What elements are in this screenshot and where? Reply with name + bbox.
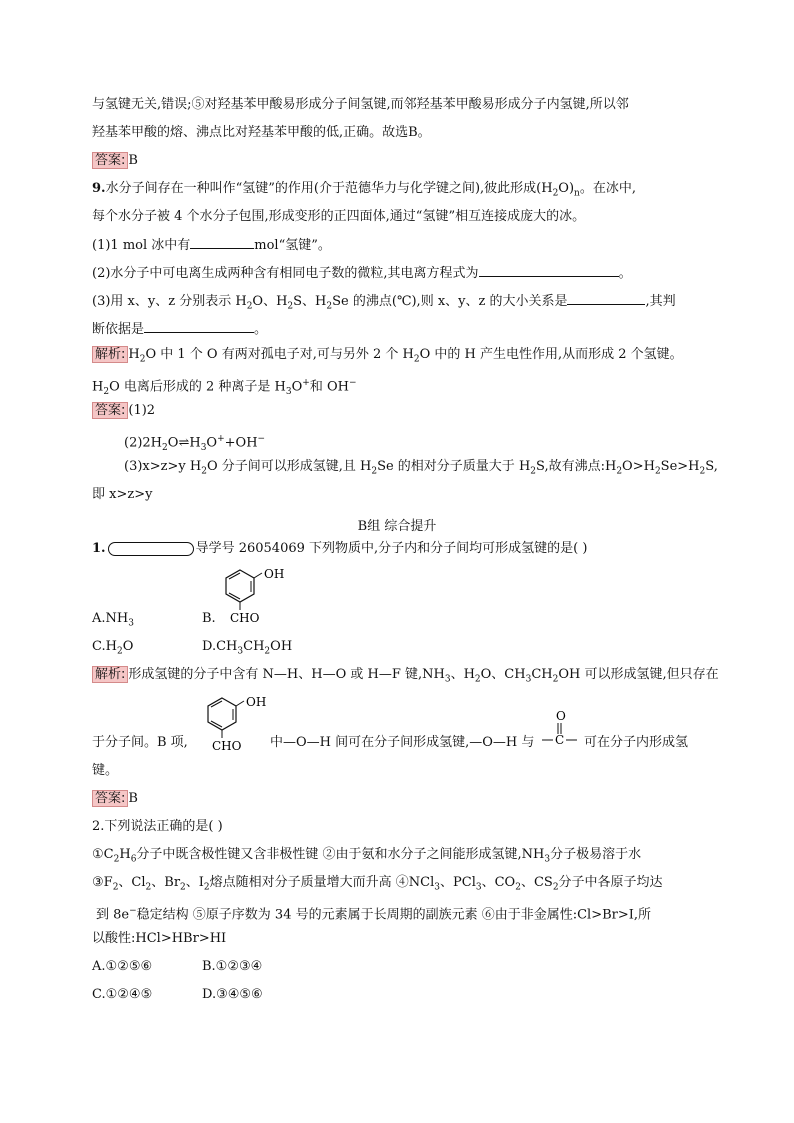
statement-line: $③F_2$、$Cl_2$、$Br_2$、$I_2$熔点随相对分子质量增大而升高 ④NCl$_3$、PCl$_3$、$CO_2$、$CS_2$分子中各原子均达 [92, 875, 663, 893]
options-b2-row1: A.①②⑤⑥ B.①②③④ [92, 959, 263, 974]
question-9-1: (1)1 mol 冰中有 mol“氢键”。 [92, 238, 331, 253]
svg-text:O: O [556, 709, 566, 723]
svg-text:C: C [555, 733, 565, 747]
analysis-tag: 解析: [92, 346, 128, 363]
analysis-9: 解析: $H_2O$ 中 1 个 O 有两对孤电子对,可与另外 2 个 $H_2O$ 中的 H 产生电性作用,从而形成 2 个氢键。 [92, 346, 683, 369]
answer-9-3: (3)x>z>y $H_2O$ 分子间可以形成氢键,且 $H_2Se$ 的相对分子质量大于 $H_2S$,故有沸点$:H_2O>H_2Se>H_2S$, [124, 459, 718, 477]
answer-line: 答案: B [92, 152, 138, 170]
statement-line: 以酸性:HCl>HBr>HI [92, 931, 227, 946]
answer-tag: 答案: [92, 402, 128, 419]
options-b2-row2: C.①②④⑤ D.③④⑤⑥ [92, 987, 263, 1002]
text-line: 即 x>z>y [92, 487, 153, 502]
question-9-3: (3)用 x、y、z 分别表示 $H_2O$、$H_2S$、$H_2Se$ 的沸点(℃),则 x、y、z 的大小关系是 ,其判 [92, 294, 676, 312]
text-line: 键。 [92, 763, 119, 778]
question-b1: 1. 导学号 26054069 下列物质中,分子内和分子间均可形成氢键的是( ) [92, 541, 588, 556]
answer-9-2: $(2)2H_2O\rightleftharpoons H_3O^++OH^-$ [124, 434, 266, 453]
analysis-b1-line2: 于分子间。B 项, 中—O—H 间可在分子间形成氢键,—O—H 与 可在分子内形成氢 [92, 735, 689, 750]
answer-tag: 答案: [92, 152, 128, 169]
svg-text:CHO: CHO [212, 739, 242, 752]
analysis-9-line2: $H_2O$ 电离后形成的 2 种离子是 $H_3O^+$和 OH− [92, 378, 357, 397]
benzaldehyde-structure [210, 562, 310, 624]
text-line: 断依据是 。 [92, 322, 268, 337]
benzaldehyde-structure-2 [200, 690, 280, 752]
answer-b1: 答案: B [92, 790, 138, 808]
options-b1-row2: $C.H_2O$ $D.CH_3CH_2OH$ [92, 639, 293, 657]
svg-text:OH: OH [246, 695, 267, 709]
section-title: B组 综合提升 [357, 519, 437, 534]
options-b1-row1: $A.NH_3$ B. [92, 611, 216, 629]
question-9-2: (2)水分子中可电离生成两种含有相同电子数的微粒,其电离方程式为 。 [92, 266, 632, 281]
answer-tag: 答案: [92, 790, 128, 807]
svg-text:OH: OH [264, 567, 285, 581]
carbonyl-structure [540, 708, 580, 748]
guide-number-box [108, 542, 194, 556]
statement-line: $①C_2H_6$分子中既含极性键又含非极性键 ②由于氨和水分子之间能形成氢键$,NH_3$分子极易溶于水 [92, 847, 642, 865]
svg-text:CHO: CHO [230, 611, 260, 624]
text-line: 羟基苯甲酸的熔、沸点比对羟基苯甲酸的低,正确。故选B。 [92, 125, 431, 140]
answer-9: 答案: (1)2 [92, 402, 155, 420]
analysis-tag: 解析: [92, 666, 128, 683]
text-line: 与氢键无关,错误;⑤对羟基苯甲酸易形成分子间氢键,而邻羟基苯甲酸易形成分子内氢键,所以邻 [92, 97, 629, 112]
question-9: 9.水分子间存在一种叫作“氢键”的作用(介于范德华力与化学键之间),彼此形成$(H_2O)_n$。在冰中, [92, 181, 636, 199]
statement-line: 到 8e−稳定结构 ⑤原子序数为 34 号的元素属于长周期的副族元素 ⑥由于非金属性:Cl>Br>I,所 [96, 906, 652, 923]
text-line: 每个水分子被 4 个水分子包围,形成变形的正四面体,通过“氢键”相互连接成庞大的冰。 [92, 209, 586, 224]
equilibrium-arrow-icon: ⇌ [178, 435, 190, 451]
question-b2: 2.下列说法正确的是( ) [92, 819, 223, 834]
analysis-b1: 解析: 形成氢键的分子中含有 N—H、H—O 或 H—F 键$,NH_3$、$H_2O$、$CH_3CH_2OH$ 可以形成氢键,但只存在 [92, 666, 719, 689]
